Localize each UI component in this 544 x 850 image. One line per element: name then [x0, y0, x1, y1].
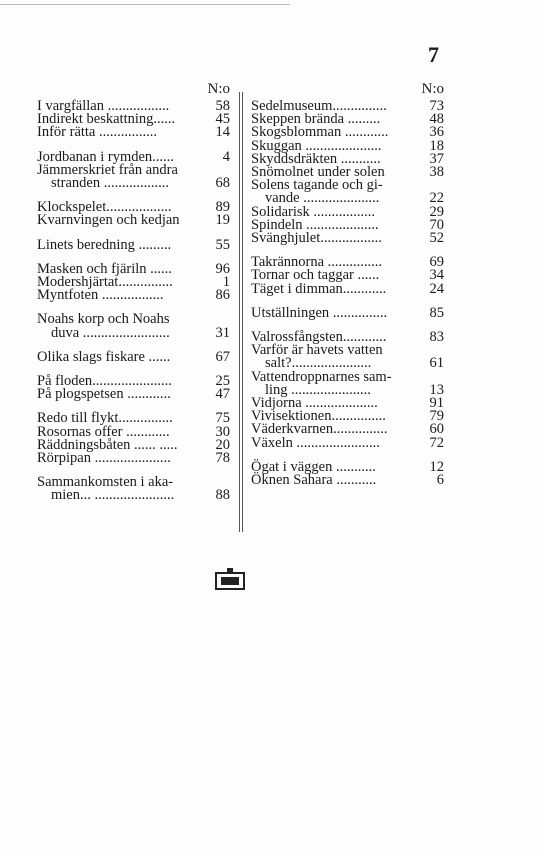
entry-number: 25	[215, 373, 230, 390]
entry-number: 31	[215, 324, 230, 341]
printer-mark-icon	[215, 572, 245, 590]
entry-title-line: Vidjorna ....................	[251, 395, 378, 412]
entry-title-line: Utställningen ...............	[251, 304, 388, 321]
entry-number: 48	[429, 111, 444, 128]
entry-title-line: mien... ......................	[51, 487, 175, 504]
entry-title-line: Vattendroppnarnes sam-	[251, 368, 392, 385]
entry-title	[251, 368, 444, 398]
entry-title	[37, 313, 230, 339]
entry-title-line: Skogsblomman ............	[251, 124, 389, 141]
entry-title-line: Väderkvarnen...............	[251, 421, 388, 438]
entry-title	[251, 232, 444, 245]
entry-number: 75	[215, 410, 230, 427]
entry-number: 86	[215, 287, 230, 304]
index-entry	[37, 452, 230, 465]
entry-number: 60	[429, 421, 444, 438]
entry-title-line: salt?......................	[265, 355, 372, 372]
entry-number: 72	[429, 434, 444, 451]
entry-title	[251, 280, 444, 297]
entry-number: 30	[215, 423, 230, 440]
entry-title-line: Skyddsdräkten ...........	[251, 150, 381, 167]
entry-title	[251, 304, 444, 321]
index-entry	[37, 476, 230, 502]
entry-number: 22	[429, 190, 444, 207]
entry-number: 78	[215, 450, 230, 467]
entry-title-line: Noahs korp och Noahs	[37, 311, 170, 328]
entry-number: 34	[429, 267, 444, 284]
entry-title-line: Skuggan .....................	[251, 137, 382, 154]
entry-number: 88	[215, 487, 230, 504]
entry-title-line: Vivisektionen...............	[251, 408, 386, 425]
index-entry	[251, 304, 444, 321]
index-entry	[251, 434, 444, 451]
index-entry	[37, 236, 230, 253]
entry-number: 13	[429, 381, 444, 398]
entry-title-line: Kvarnvingen och kedjan	[37, 212, 180, 229]
entry-title-line: På plogspetsen ............	[37, 386, 171, 403]
entry-number: 47	[215, 386, 230, 403]
entry-title-line: Tornar och taggar ......	[251, 267, 380, 284]
column-header: N:o	[421, 81, 444, 97]
entry-title-line: Solens tagande och gi-	[251, 177, 383, 194]
entry-title-line: Valrossfångsten............	[251, 329, 387, 346]
entry-title-line: stranden ..................	[51, 175, 169, 192]
entry-title-line: Masken och fjäriln ......	[37, 260, 172, 277]
entry-title-line: Inför rätta ................	[37, 124, 157, 141]
entry-title-line: Skeppen brända .........	[251, 111, 381, 128]
index-entry	[251, 280, 444, 297]
index-column-right	[251, 80, 444, 487]
index-entry	[251, 474, 444, 487]
entry-title-line: Takrännorna ...............	[251, 254, 383, 271]
entry-number: 70	[429, 216, 444, 233]
entry-title-line: Rosornas offer ............	[37, 423, 170, 440]
entry-number: 19	[215, 212, 230, 229]
entry-title-line: Snömolnet under solen	[251, 164, 385, 181]
entry-title-line: Solidarisk .................	[251, 203, 376, 220]
entry-title	[37, 214, 230, 227]
entry-number: 18	[429, 137, 444, 154]
entry-number: 61	[429, 355, 444, 372]
entry-title	[251, 179, 444, 205]
entry-title-line: Indirekt beskattning......	[37, 111, 176, 128]
entry-number: 73	[429, 98, 444, 114]
column-header: N:o	[207, 81, 230, 97]
entry-title-line: På floden......................	[37, 373, 172, 390]
entry-title-line: Spindeln ....................	[251, 216, 379, 233]
entry-number: 79	[429, 408, 444, 425]
entry-title-line: Sedelmuseum...............	[251, 98, 387, 114]
entry-number: 85	[429, 304, 444, 321]
entry-number: 96	[215, 260, 230, 277]
entry-number: 37	[429, 150, 444, 167]
entry-number: 1	[222, 274, 230, 291]
index-entry	[251, 368, 444, 398]
entry-title-line: duva ........................	[51, 324, 170, 341]
entry-number: 20	[215, 436, 230, 453]
column-divider	[239, 92, 240, 532]
index-entry	[37, 348, 230, 365]
entry-title	[37, 289, 230, 302]
entry-number: 83	[429, 329, 444, 346]
index-entry	[37, 313, 230, 339]
entry-title	[251, 474, 444, 487]
entry-title-line: Linets beredning .........	[37, 236, 172, 253]
entry-number: 89	[215, 199, 230, 216]
entry-title-line: Olika slags fiskare ......	[37, 348, 171, 365]
index-column-left	[37, 80, 230, 503]
entry-number: 29	[429, 203, 444, 220]
entry-title-line: Räddningsbåten ...... .....	[37, 436, 178, 453]
entry-title	[37, 388, 230, 401]
entry-number: 12	[429, 458, 444, 475]
entry-number: 24	[429, 280, 444, 297]
entry-title-line: Sammankomsten i aka-	[37, 474, 174, 491]
entry-number: 69	[429, 254, 444, 271]
page-number: 7	[428, 42, 439, 67]
entry-number: 6	[436, 472, 444, 489]
column-divider	[242, 92, 243, 532]
index-entry	[37, 126, 230, 139]
entry-title-line: Öknen Sahara ...........	[251, 472, 377, 489]
entry-number: 58	[215, 98, 230, 114]
entry-title	[37, 161, 230, 192]
entry-title-line: Jämmerskriet från andra	[37, 161, 178, 178]
entry-title-line: I vargfällan .................	[37, 98, 170, 114]
index-entry	[37, 161, 230, 192]
entry-number: 38	[429, 164, 444, 181]
entry-title-line: Växeln .......................	[251, 434, 380, 451]
index-entry	[251, 344, 444, 370]
entry-title-line: Myntfoten .................	[37, 287, 164, 304]
entry-title	[37, 476, 230, 502]
entry-number: 4	[222, 148, 230, 165]
entry-title-line: Jordbanan i rymden......	[37, 148, 174, 165]
entry-title-line: Modershjärtat...............	[37, 274, 173, 291]
entry-title-line: ling ......................	[265, 381, 371, 398]
index-entry	[37, 214, 230, 227]
entry-title	[251, 344, 444, 370]
entry-number: 14	[215, 124, 230, 141]
entry-number: 45	[215, 111, 230, 128]
entry-title-line: Täget i dimman............	[251, 280, 387, 297]
entry-number: 36	[429, 124, 444, 141]
entry-title	[37, 452, 230, 465]
entry-title-line: vande .....................	[265, 190, 380, 207]
entry-number: 67	[215, 348, 230, 365]
entry-title-line: Svänghjulet.................	[251, 230, 382, 247]
entry-number: 91	[429, 395, 444, 412]
entry-number: 52	[429, 230, 444, 247]
index-entry	[37, 289, 230, 302]
index-entry	[37, 388, 230, 401]
index-entry	[251, 179, 444, 205]
entry-title-line: Rörpipan .....................	[37, 450, 171, 467]
entry-number: 68	[215, 175, 230, 192]
top-rule	[0, 4, 290, 5]
entry-title	[251, 434, 444, 451]
entry-title-line: Varför är havets vatten	[251, 342, 383, 359]
entry-title	[37, 236, 230, 253]
entry-title-line: Redo till flykt...............	[37, 410, 173, 427]
entry-number: 55	[215, 236, 230, 253]
index-entry	[251, 232, 444, 245]
entry-title-line: Klockspelet..................	[37, 199, 172, 216]
entry-title-line: Ögat i väggen ...........	[251, 458, 376, 475]
entry-title	[37, 126, 230, 139]
entry-title	[37, 348, 230, 365]
